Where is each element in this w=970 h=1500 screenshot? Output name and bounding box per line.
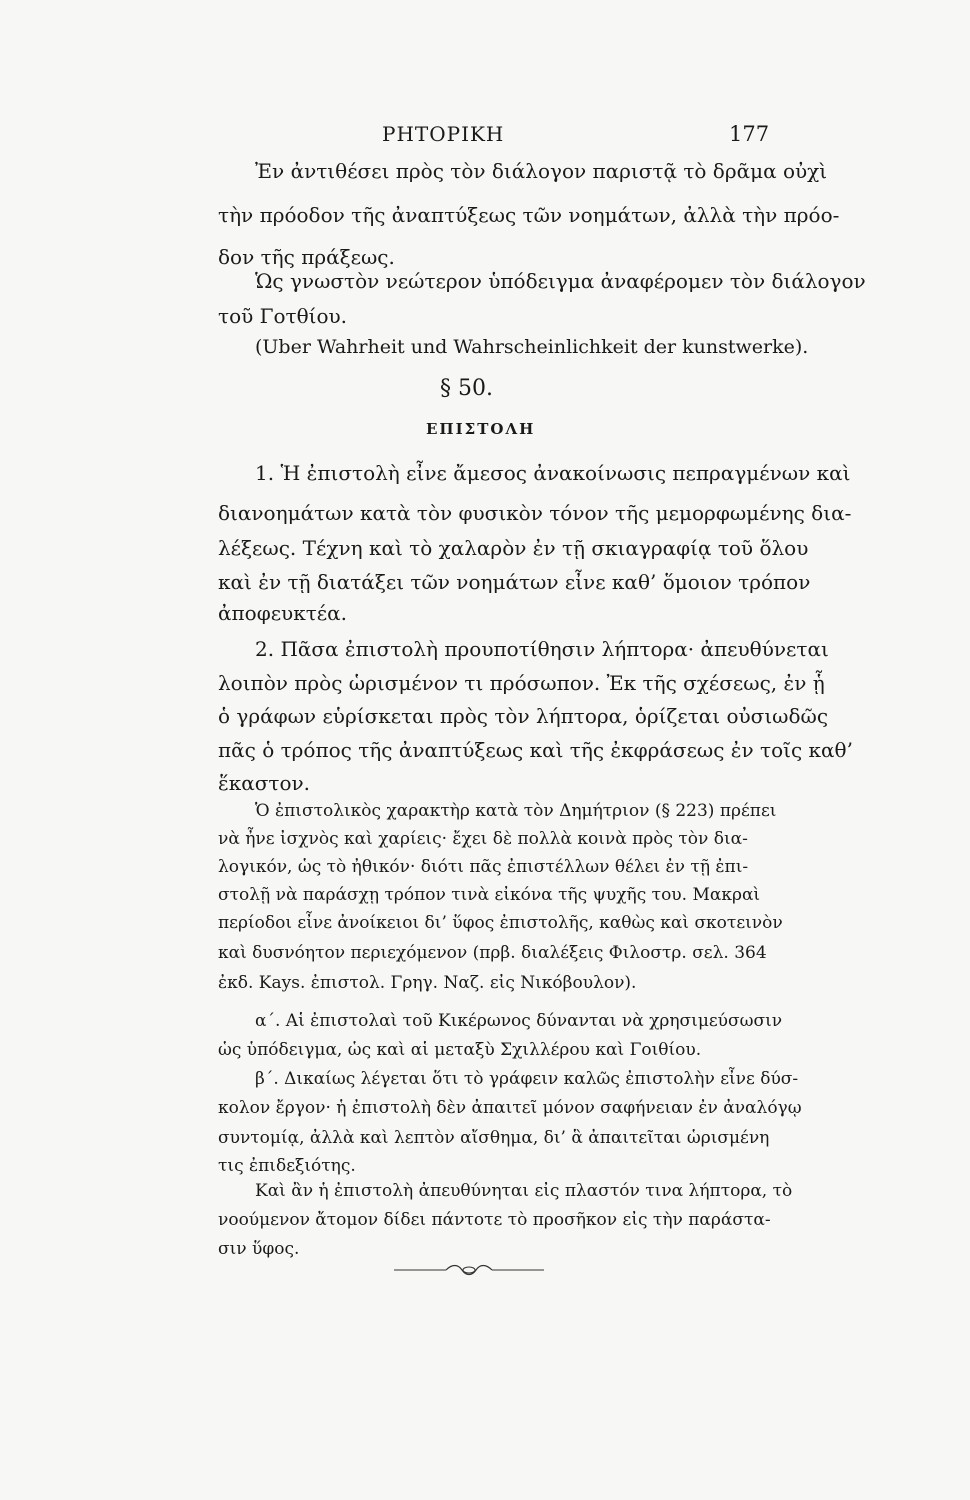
note-line: Καὶ ἂν ἡ ἐπιστολὴ ἀπευθύνηται εἰς πλαστόν τινα λήπτορα, τὸ bbox=[255, 1181, 793, 1201]
para2-line: ἕκαστον. bbox=[218, 771, 311, 795]
note-line: β΄. Δικαίως λέγεται ὅτι τὸ γράφειν καλῶς ἐπιστολὴν εἶνε δύσ- bbox=[255, 1069, 799, 1089]
note-line: νὰ ἦνε ἰσχνὸς καὶ χαρίεις· ἔχει δὲ πολλὰ κοινὰ πρὸς τὸν δια- bbox=[218, 829, 748, 849]
running-head: ΡΗΤΟΡΙΚΗ bbox=[382, 122, 505, 146]
para1-line: καὶ ἐν τῇ διατάξει τῶν νοημάτων εἶνε καθ’ ὅμοιον τρόπον bbox=[218, 570, 811, 594]
page-header bbox=[0, 122, 970, 152]
note-line: συντομίᾳ, ἀλλὰ καὶ λεπτὸν αἴσθημα, δι’ ἃ ἀπαιτεῖται ὡρισμένη bbox=[218, 1128, 770, 1148]
intro-line: δον τῆς πράξεως. bbox=[218, 245, 395, 269]
note-line: στολῇ νὰ παράσχῃ τρόπον τινὰ εἰκόνα τῆς ψυχῆς του. Μακραὶ bbox=[218, 885, 761, 905]
note-line: τις ἐπιδεξιότης. bbox=[218, 1156, 356, 1176]
note-line: λογικόν, ὡς τὸ ἠθικόν· διότι πᾶς ἐπιστέλλων θέλει ἐν τῇ ἐπι- bbox=[218, 857, 749, 877]
flourish-ornament-icon bbox=[394, 1262, 544, 1282]
para1-line: λέξεως. Τέχνη καὶ τὸ χαλαρὸν ἐν τῇ σκιαγραφίᾳ τοῦ ὅλου bbox=[218, 536, 809, 560]
note-line: νοούμενον ἄτομον δίδει πάντοτε τὸ προσῆκον εἰς τὴν παράστα- bbox=[218, 1210, 771, 1230]
note-line: καὶ δυσνόητον περιεχόμενον (πρβ. διαλέξεις Φιλοστρ. σελ. 364 bbox=[218, 943, 767, 963]
para2-line: πᾶς ὁ τρόπος τῆς ἀναπτύξεως καὶ τῆς ἐκφράσεως ἐν τοῖς καθ’ bbox=[218, 738, 853, 762]
note-line: κολον ἔργον· ἡ ἐπιστολὴ δὲν ἀπαιτεῖ μόνον σαφήνειαν ἐν ἀναλόγῳ bbox=[218, 1098, 802, 1118]
note-line: σιν ὕφος. bbox=[218, 1239, 300, 1259]
note-line: ἐκδ. Kays. ἐπιστολ. Γρηγ. Ναζ. εἰς Νικόβουλον). bbox=[218, 973, 637, 993]
note-line: ὡς ὑπόδειγμα, ὡς καὶ αἱ μεταξὺ Σχιλλέρου καὶ Γοιθίου. bbox=[218, 1040, 702, 1060]
para2-line: 2. Πᾶσα ἐπιστολὴ προυποτίθησιν λήπτορα· ἀπευθύνεται bbox=[255, 637, 829, 661]
para1-line: ἀποφευκτέα. bbox=[218, 601, 348, 625]
section-title: ΕΠΙΣΤΟΛΗ bbox=[426, 420, 536, 438]
intro-line: (Uber Wahrheit und Wahrscheinlichkeit der kunstwerke). bbox=[255, 336, 809, 358]
intro-line: Ἐν ἀντιθέσει πρὸς τὸν διάλογον παριστᾷ τὸ δρᾶμα οὐχὶ bbox=[255, 159, 828, 183]
para2-line: λοιπὸν πρὸς ὡρισμένον τι πρόσωπον. Ἐκ τῆς σχέσεως, ἐν ᾗ bbox=[218, 671, 825, 695]
para1-line: διανοημάτων κατὰ τὸν φυσικὸν τόνον τῆς μεμορφωμένης δια- bbox=[218, 501, 852, 525]
section-number: § 50. bbox=[440, 376, 493, 401]
note-line: α΄. Αἱ ἐπιστολαὶ τοῦ Κικέρωνος δύνανται νὰ χρησιμεύσωσιν bbox=[255, 1011, 783, 1031]
note-line: Ὁ ἐπιστολικὸς χαρακτὴρ κατὰ τὸν Δημήτριον (§ 223) πρέπει bbox=[255, 801, 777, 821]
para2-line: ὁ γράφων εὑρίσκεται πρὸς τὸν λήπτορα, ὁρίζεται οὐσιωδῶς bbox=[218, 704, 829, 728]
intro-line: Ὡς γνωστὸν νεώτερον ὑπόδειγμα ἀναφέρομεν τὸν διάλογον bbox=[255, 269, 866, 293]
para1-line: 1. Ἡ ἐπιστολὴ εἶνε ἄμεσος ἀνακοίνωσις πεπραγμένων καὶ bbox=[255, 461, 851, 485]
intro-line: τὴν πρόοδον τῆς ἀναπτύξεως τῶν νοημάτων, ἀλλὰ τὴν πρόο- bbox=[218, 203, 840, 227]
note-line: περίοδοι εἶνε ἀνοίκειοι δι’ ὕφος ἐπιστολῆς, καθὼς καὶ σκοτεινὸν bbox=[218, 913, 783, 933]
intro-line: τοῦ Γοτθίου. bbox=[218, 304, 348, 328]
page-number: 177 bbox=[729, 122, 770, 146]
